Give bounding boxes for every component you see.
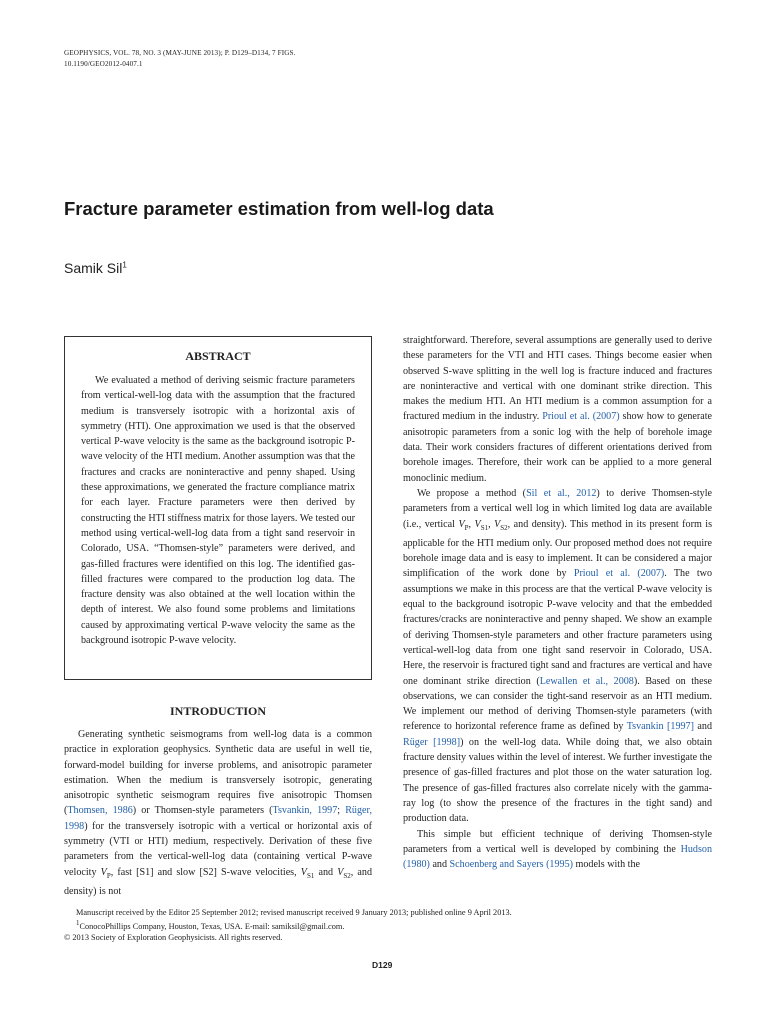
citation-link-ruger-1998[interactable]: Rüger [1998]: [403, 736, 461, 748]
citation-link-tsvankin-1997[interactable]: Tsvankin [1997]: [626, 721, 694, 733]
symbol-vp: $V_P$: [458, 518, 469, 532]
right-paragraph-3: [403, 827, 712, 873]
text-run: ;: [337, 805, 346, 817]
text-run: straightforward. Therefore, several assumptions are generally used to derive these parameters for the VTI and HTI cases. Things become easier when observed S-wave splitting in the well log is fracture induced and fractures are noninteractive and vertical with one dominant strike direction. This makes the medium HTI. An HTI medium is a common assumption for a fractured medium in the industry.: [403, 335, 712, 423]
journal-header: [64, 48, 296, 70]
symbol-vs2: $V_{S2}$: [337, 866, 351, 880]
citation-link-lewallen-2008[interactable]: Lewallen et al., 2008: [539, 675, 634, 687]
citation-link-prioul-2007[interactable]: Prioul et al. (2007): [573, 568, 665, 580]
text-run: ,: [488, 518, 495, 530]
journal-citation-line: GEOPHYSICS, VOL. 78, NO. 3 (MAY-JUNE 2013); P. D129–D134, 7 FIGS.: [64, 49, 296, 57]
citation-link-ruger-1998[interactable]: Rüger, 1998: [64, 805, 372, 832]
footnotes: [64, 907, 704, 943]
text-run: ) to derive Thomsen-style parameters from a vertical well log in which limited log data are available (i.e., vertical: [403, 487, 712, 530]
affiliation-note: [64, 918, 704, 932]
citation-link-hudson-1980[interactable]: Hudson (1980): [403, 843, 712, 871]
abstract-text: We evaluated a method of deriving seismic fracture parameters from vertical-well-log data with the assumption that the fractured medium is transversely isotropic with a horizontal axis of symmetry (HTI). One approximation we used is that the observed vertical P-wave velocity is the same as the background isotropic P-wave velocity of the HTI medium. Another assumption was that the fractures and cracks are noninteractive and penny shaped. Using these approximations, we generated the fracture compliance matrix for each layer. Fracture parameters were then derived by constructing the HTI stiffness matrix for those layers. We tested our method using vertical-well-log data from a tight sand reservoir in Colorado, USA. “Thomsen-style” parameters were derived, and gas-filled fractures were identified on this log. The identified gas-filled fractures were compared to the production log data. The fracture density was also obtained at the well location within the depth of interest. We also found some problems and limitations caused by approximating vertical P-wave velocity the same as the background isotropic P-wave velocity.: [81, 375, 355, 647]
citation-link-schoenberg-sayers-1995[interactable]: Schoenberg and Sayers (1995): [449, 859, 573, 871]
text-run: ) or Thomsen-style parameters (: [132, 805, 273, 817]
text-run: This simple but efficient technique of deriving Thomsen-style parameters from a vertical well is developed by combining the: [403, 828, 712, 855]
affiliation-note-mark: 1: [76, 920, 80, 928]
text-run: models with the: [572, 859, 640, 871]
symbol-vs2: $V_{S2}$: [494, 518, 508, 532]
page-number: D129: [372, 960, 393, 970]
introduction-paragraph-1: [64, 727, 372, 899]
text-run: ). Based on these observations, we can consider the tight-sand reservoir as an HTI medium. We implement our method of deriving Thomsen-style parameters (with reference to horizontal reference frame as defined by: [403, 675, 712, 733]
citation-link-prioul-2007[interactable]: Prioul et al. (2007): [542, 411, 620, 423]
symbol-vp: $V_P$: [100, 866, 111, 880]
right-paragraph-2: [403, 486, 712, 827]
left-column-body: [64, 727, 372, 899]
citation-link-tsvankin-1997[interactable]: Tsvankin, 1997: [272, 805, 338, 817]
copyright-note: © 2013 Society of Exploration Geophysicists. All rights reserved.: [64, 933, 283, 943]
text-run: ) for the transversely isotropic with a vertical or horizontal axis of symmetry (VTI or HTI) medium, respectively. Derivation of these five parameters from the vertical-well-log data (containing vertical P-wave velocity: [64, 820, 372, 878]
symbol-vs1: $V_{S1}$: [300, 866, 315, 880]
text-run: We propose a method (: [417, 487, 527, 499]
text-run: , fast [S1] and slow [S2] S-wave velocities,: [110, 866, 301, 878]
introduction-heading: INTRODUCTION: [169, 704, 266, 718]
text-run: ) on the well-log data. While doing that, we also obtain fracture density values within the level of interest. We further investigate the presence of gas-filled fractures and plot those on the water saturation log. The presence of gas-filled fractures also correlate nicely with the gamma-ray log (to show the presence of the fractures in the tight sand) and production data.: [403, 736, 712, 825]
author-line: [64, 260, 127, 276]
citation-link-sil-2012[interactable]: Sil et al., 2012: [526, 487, 597, 499]
author-name: Samik Sil: [64, 260, 123, 276]
text-run: show how to generate anisotropic parameters from a sonic log with the help of borehole image data. Their work considers fractures of different orientations derived from borehole images. Therefore, their work can be applied to a more general monoclinic medium.: [403, 411, 712, 484]
manuscript-received-note: Manuscript received by the Editor 25 September 2012; revised manuscript received 9 January 2013; published online 9 April 2013.: [76, 908, 512, 917]
text-run: and: [693, 721, 712, 733]
text-run: Generating synthetic seismograms from well-log data is a common practice in exploration geophysics. Synthetic data are useful in well tie, forward-model building for inverse problems, and anisotropic parameter estimation. When the medium is transversely isotropic, generating anisotropic synthetic seismogram requires five anisotropic Thomsen (: [64, 729, 372, 817]
symbol-vs1: $V_{S1}$: [474, 518, 489, 532]
abstract-heading: ABSTRACT: [185, 349, 251, 363]
text-run: and: [429, 859, 450, 871]
citation-link-thomsen-1986[interactable]: Thomsen, 1986: [67, 805, 133, 817]
text-run: and: [314, 866, 338, 878]
text-run: ,: [468, 518, 475, 530]
paper-title: Fracture parameter estimation from well-log data: [64, 198, 494, 219]
doi-line: 10.1190/GEO2012-0407.1: [64, 60, 143, 68]
author-affiliation-mark: 1: [122, 260, 127, 270]
abstract-box: [64, 336, 372, 680]
right-paragraph-1: [403, 333, 712, 486]
affiliation-text: ConocoPhillips Company, Houston, Texas, USA. E-mail: samiksil@gmail.com.: [79, 921, 345, 931]
right-column-body: [403, 333, 712, 872]
text-run: , and density). This method in its present form is applicable for the HTI medium only. Our proposed method does not require borehole image data and is easy to implement. It can be considered a major simplification of the work done by: [403, 518, 713, 580]
text-run: , and density) is not: [64, 866, 373, 897]
text-run: . The two assumptions we make in this process are that the vertical P-wave velocity is equal to the background isotropic P-wave velocity and that the embedded fractures/cracks are noninteractive and penny shaped. We show an example of deriving Thomsen-style parameters and other fracture parameters using vertical-well-log data from one tight sand reservoir in Colorado, USA. Here, the reservoir is fractured tight sand and fractures are vertical and have one dominant strike direction (: [403, 568, 712, 687]
